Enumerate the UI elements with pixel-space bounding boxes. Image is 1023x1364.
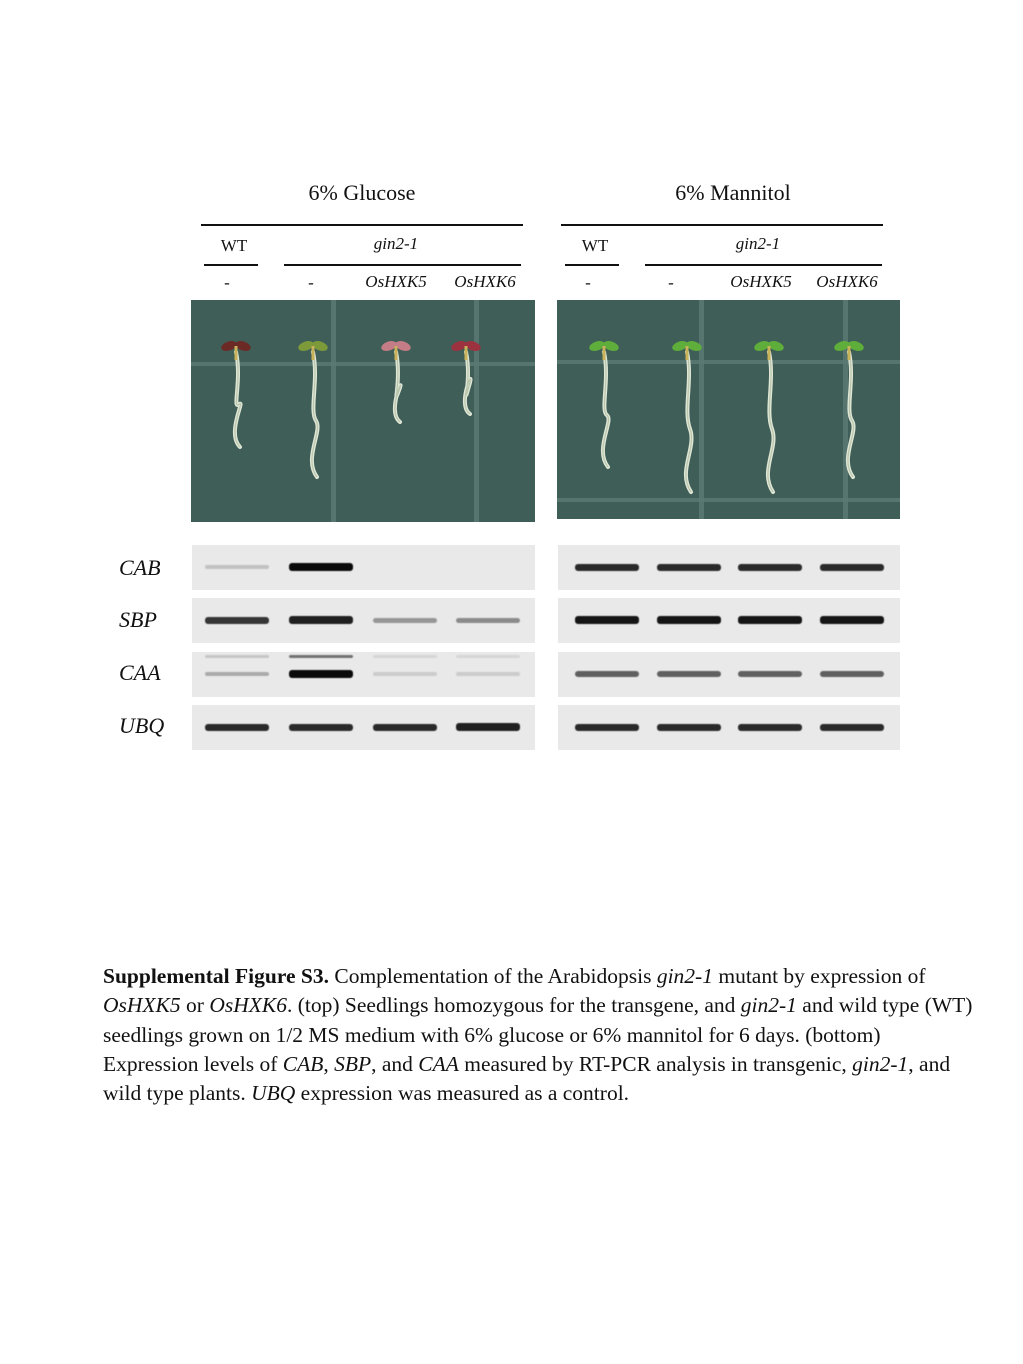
gel-band	[373, 724, 437, 731]
caption-label: Supplemental Figure S3.	[103, 964, 329, 988]
grid-line	[557, 498, 900, 502]
caption-run: CAA	[418, 1051, 459, 1076]
caption-run: Complementation of the Arabidopsis	[328, 964, 657, 988]
gel-band	[373, 618, 437, 623]
lane-label: -	[224, 273, 230, 292]
gel-band	[289, 616, 353, 624]
gel-band	[738, 564, 802, 571]
gene-label-ubq: UBQ	[119, 713, 165, 738]
gel-band	[820, 616, 884, 624]
condition-title-mannitol: 6% Mannitol	[675, 180, 791, 205]
caption-run: UBQ	[251, 1081, 296, 1106]
lane-label-oshxk5: OsHXK5	[730, 272, 792, 291]
caption-run: CAB	[282, 1051, 324, 1076]
caption-run: and wild type (WT) seedlings grown on 1/2 MS medium with 6% glucose or 6% mannitol for 6 days. (bottom) Expression levels of	[103, 993, 973, 1076]
gel-band	[205, 724, 269, 731]
caption-run: mutant by expression of	[712, 964, 926, 988]
seedling-photo-glucose	[191, 300, 535, 522]
grid-line	[331, 300, 336, 522]
plate-background	[191, 300, 535, 522]
lane-label-oshxk6: OsHXK6	[816, 272, 878, 291]
gel-band	[575, 724, 639, 731]
gel-band	[205, 617, 269, 624]
caption-run: gin2-1	[740, 993, 797, 1018]
caption-run: SBP	[334, 1051, 372, 1076]
caption-run: , and wild type plants.	[103, 1051, 951, 1106]
gel-band	[738, 671, 802, 677]
gel-band	[289, 655, 353, 658]
gel-band	[738, 616, 802, 624]
gel-band	[456, 655, 520, 658]
caption-run: gin2-1	[656, 964, 713, 988]
caption-run: OsHXK5	[103, 993, 181, 1018]
caption-run: expression was measured as a control.	[295, 1081, 630, 1106]
gel-band	[575, 616, 639, 624]
caption-run: ,	[323, 1051, 335, 1076]
gel-strip-mannitol-sbp	[558, 598, 900, 643]
genotype-wt-mannitol: WT	[581, 236, 609, 255]
grid-line	[191, 362, 535, 366]
gel-band	[575, 671, 639, 677]
seedling-photo-mannitol	[557, 300, 900, 519]
grid-line	[474, 300, 479, 522]
lane-label-oshxk6: OsHXK6	[454, 272, 516, 291]
gel-band	[205, 655, 269, 658]
figure-caption	[103, 962, 973, 1108]
gel-band	[456, 672, 520, 676]
caption-run: gin2-1	[852, 1051, 909, 1076]
caption-run: , and	[371, 1051, 419, 1076]
gel-band	[373, 655, 437, 658]
gin2-rule-mannitol	[645, 264, 882, 266]
lane-label: -	[585, 273, 591, 292]
gel-band	[657, 724, 721, 731]
mannitol-top-rule	[561, 224, 883, 226]
gel-band	[820, 671, 884, 677]
wt-rule-mannitol	[565, 264, 619, 266]
gel-band	[289, 563, 353, 571]
grid-line	[699, 300, 704, 519]
gel-strip-glucose-sbp	[192, 598, 535, 643]
caption-run: measured by RT-PCR analysis in transgenic,	[458, 1051, 853, 1076]
caption-run: OsHXK6	[209, 993, 287, 1018]
gel-strip-glucose-ubq	[192, 705, 535, 750]
lane-label: -	[668, 273, 674, 292]
gene-label-caa: CAA	[119, 660, 161, 685]
grid-line	[843, 300, 848, 519]
gel-band	[738, 724, 802, 731]
wt-rule-glucose	[204, 264, 258, 266]
gel-band	[456, 723, 520, 731]
gel-band	[657, 671, 721, 677]
gel-strip-glucose-caa	[192, 652, 535, 697]
gel-band	[657, 564, 721, 571]
lane-label-oshxk5: OsHXK5	[365, 272, 427, 291]
gel-band	[820, 724, 884, 731]
gene-label-sbp: SBP	[119, 607, 157, 632]
gel-band	[456, 618, 520, 623]
genotype-gin2-mannitol: gin2-1	[735, 234, 781, 253]
lane-label: -	[308, 273, 314, 292]
genotype-gin2-glucose: gin2-1	[373, 234, 419, 253]
gel-band	[205, 565, 269, 569]
gel-band	[373, 672, 437, 676]
gel-strip-mannitol-caa	[558, 652, 900, 697]
gel-strip-mannitol-ubq	[558, 705, 900, 750]
glucose-top-rule	[201, 224, 523, 226]
gel-band	[575, 564, 639, 571]
gel-band	[289, 724, 353, 731]
gel-band	[289, 670, 353, 678]
gin2-rule-glucose	[284, 264, 521, 266]
gel-strip-mannitol-cab	[558, 545, 900, 590]
caption-run: . (top) Seedlings homozygous for the transgene, and	[286, 993, 741, 1018]
gel-band	[657, 616, 721, 624]
gel-band	[205, 672, 269, 676]
condition-title-glucose: 6% Glucose	[308, 180, 416, 205]
gene-label-cab: CAB	[119, 555, 161, 580]
gel-band	[820, 564, 884, 571]
gel-strip-glucose-cab	[192, 545, 535, 590]
genotype-wt-glucose: WT	[220, 236, 248, 255]
caption-run: or	[180, 993, 210, 1018]
